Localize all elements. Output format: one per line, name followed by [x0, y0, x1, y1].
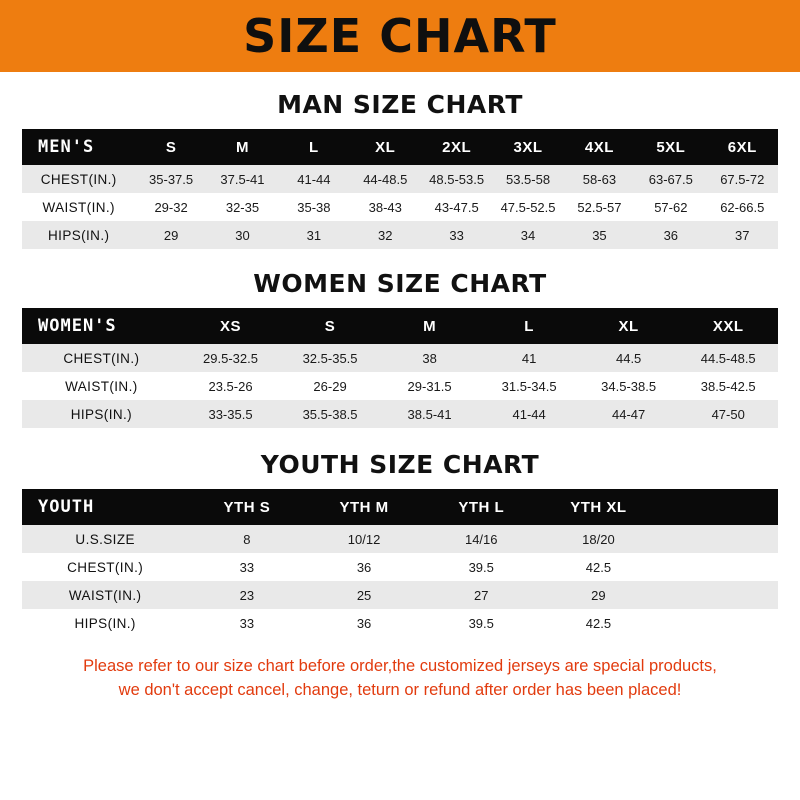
- section-title-youth: YOUTH SIZE CHART: [260, 450, 540, 479]
- cell: 34: [492, 221, 563, 249]
- section-title-men: MAN SIZE CHART: [277, 90, 523, 119]
- cell: 52.5-57: [564, 193, 635, 221]
- cell: 27: [423, 581, 540, 609]
- cell: 58-63: [564, 165, 635, 193]
- cell: 39.5: [423, 609, 540, 637]
- table-row: [22, 165, 778, 193]
- cell: 32: [350, 221, 421, 249]
- cell: 29-32: [135, 193, 206, 221]
- cell: 35.5-38.5: [280, 400, 380, 428]
- men-header-label: MEN'S: [22, 129, 135, 165]
- page-title: SIZE CHART: [243, 9, 557, 63]
- table-row: [22, 400, 778, 428]
- women-col-xxl: XXL: [678, 308, 778, 344]
- cell: 34.5-38.5: [579, 372, 679, 400]
- cell: 29.5-32.5: [181, 344, 281, 372]
- cell: 63-67.5: [635, 165, 706, 193]
- cell: 42.5: [540, 553, 657, 581]
- men-col-m: M: [207, 129, 278, 165]
- cell: 38.5-42.5: [678, 372, 778, 400]
- cell: 10/12: [305, 525, 422, 553]
- cell: 62-66.5: [707, 193, 778, 221]
- women-col-xs: XS: [181, 308, 281, 344]
- cell: 33: [188, 553, 305, 581]
- table-header-row: [22, 308, 778, 344]
- men-col-6xl: 6XL: [707, 129, 778, 165]
- cell: [657, 581, 778, 609]
- cell: 43-47.5: [421, 193, 492, 221]
- women-row-label-hips: HIPS(IN.): [22, 400, 181, 428]
- cell: 32-35: [207, 193, 278, 221]
- youth-col-empty: [657, 489, 778, 525]
- cell: 29-31.5: [380, 372, 480, 400]
- table-row: [22, 221, 778, 249]
- cell: 31: [278, 221, 349, 249]
- table-row: [22, 553, 778, 581]
- cell: 29: [135, 221, 206, 249]
- cell: 36: [305, 609, 422, 637]
- section-title-women: WOMEN SIZE CHART: [253, 269, 547, 298]
- men-col-s: S: [135, 129, 206, 165]
- youth-header-label: YOUTH: [22, 489, 188, 525]
- cell: 32.5-35.5: [280, 344, 380, 372]
- table-header-row: [22, 489, 778, 525]
- cell: 42.5: [540, 609, 657, 637]
- table-row: [22, 344, 778, 372]
- cell: [657, 525, 778, 553]
- footnote-line-2: we don't accept cancel, change, teturn or refund after order has been placed!: [118, 680, 682, 699]
- cell: 33-35.5: [181, 400, 281, 428]
- table-row: [22, 372, 778, 400]
- men-col-l: L: [278, 129, 349, 165]
- table-row: [22, 609, 778, 637]
- cell: 44.5-48.5: [678, 344, 778, 372]
- cell: 53.5-58: [492, 165, 563, 193]
- cell: [657, 609, 778, 637]
- youth-col-xl: YTH XL: [540, 489, 657, 525]
- cell: 41-44: [278, 165, 349, 193]
- cell: 44-48.5: [350, 165, 421, 193]
- youth-col-l: YTH L: [423, 489, 540, 525]
- footnote: [22, 655, 778, 703]
- cell: 37.5-41: [207, 165, 278, 193]
- cell: 48.5-53.5: [421, 165, 492, 193]
- youth-size-table: [22, 489, 778, 637]
- men-col-5xl: 5XL: [635, 129, 706, 165]
- table-row: [22, 525, 778, 553]
- men-col-4xl: 4XL: [564, 129, 635, 165]
- cell: 39.5: [423, 553, 540, 581]
- women-col-xl: XL: [579, 308, 679, 344]
- cell: 47-50: [678, 400, 778, 428]
- content: [0, 90, 800, 703]
- cell: 47.5-52.5: [492, 193, 563, 221]
- youth-row-label-ussize: U.S.SIZE: [22, 525, 188, 553]
- women-col-m: M: [380, 308, 480, 344]
- banner: [0, 0, 800, 72]
- women-row-label-waist: WAIST(IN.): [22, 372, 181, 400]
- cell: 44-47: [579, 400, 679, 428]
- cell: 26-29: [280, 372, 380, 400]
- men-row-label-waist: WAIST(IN.): [22, 193, 135, 221]
- men-size-table: [22, 129, 778, 249]
- cell: 67.5-72: [707, 165, 778, 193]
- men-col-3xl: 3XL: [492, 129, 563, 165]
- cell: 57-62: [635, 193, 706, 221]
- cell: 18/20: [540, 525, 657, 553]
- cell: 35-38: [278, 193, 349, 221]
- women-col-s: S: [280, 308, 380, 344]
- footnote-line-1: Please refer to our size chart before order,the customized jerseys are special products,: [83, 657, 717, 675]
- table-row: [22, 193, 778, 221]
- cell: 25: [305, 581, 422, 609]
- cell: 41-44: [479, 400, 579, 428]
- cell: 44.5: [579, 344, 679, 372]
- cell: 36: [635, 221, 706, 249]
- cell: 38.5-41: [380, 400, 480, 428]
- women-size-table: [22, 308, 778, 428]
- cell: 38-43: [350, 193, 421, 221]
- cell: 29: [540, 581, 657, 609]
- youth-row-label-hips: HIPS(IN.): [22, 609, 188, 637]
- cell: 31.5-34.5: [479, 372, 579, 400]
- youth-col-s: YTH S: [188, 489, 305, 525]
- women-col-l: L: [479, 308, 579, 344]
- cell: 36: [305, 553, 422, 581]
- youth-row-label-chest: CHEST(IN.): [22, 553, 188, 581]
- cell: 23: [188, 581, 305, 609]
- cell: 37: [707, 221, 778, 249]
- men-row-label-hips: HIPS(IN.): [22, 221, 135, 249]
- cell: 41: [479, 344, 579, 372]
- men-col-2xl: 2XL: [421, 129, 492, 165]
- cell: 23.5-26: [181, 372, 281, 400]
- cell: 14/16: [423, 525, 540, 553]
- women-header-label: WOMEN'S: [22, 308, 181, 344]
- cell: 35: [564, 221, 635, 249]
- cell: 8: [188, 525, 305, 553]
- women-row-label-chest: CHEST(IN.): [22, 344, 181, 372]
- cell: [657, 553, 778, 581]
- youth-col-m: YTH M: [305, 489, 422, 525]
- table-row: [22, 581, 778, 609]
- cell: 33: [188, 609, 305, 637]
- cell: 30: [207, 221, 278, 249]
- cell: 35-37.5: [135, 165, 206, 193]
- youth-row-label-waist: WAIST(IN.): [22, 581, 188, 609]
- table-header-row: [22, 129, 778, 165]
- men-col-xl: XL: [350, 129, 421, 165]
- men-row-label-chest: CHEST(IN.): [22, 165, 135, 193]
- cell: 33: [421, 221, 492, 249]
- cell: 38: [380, 344, 480, 372]
